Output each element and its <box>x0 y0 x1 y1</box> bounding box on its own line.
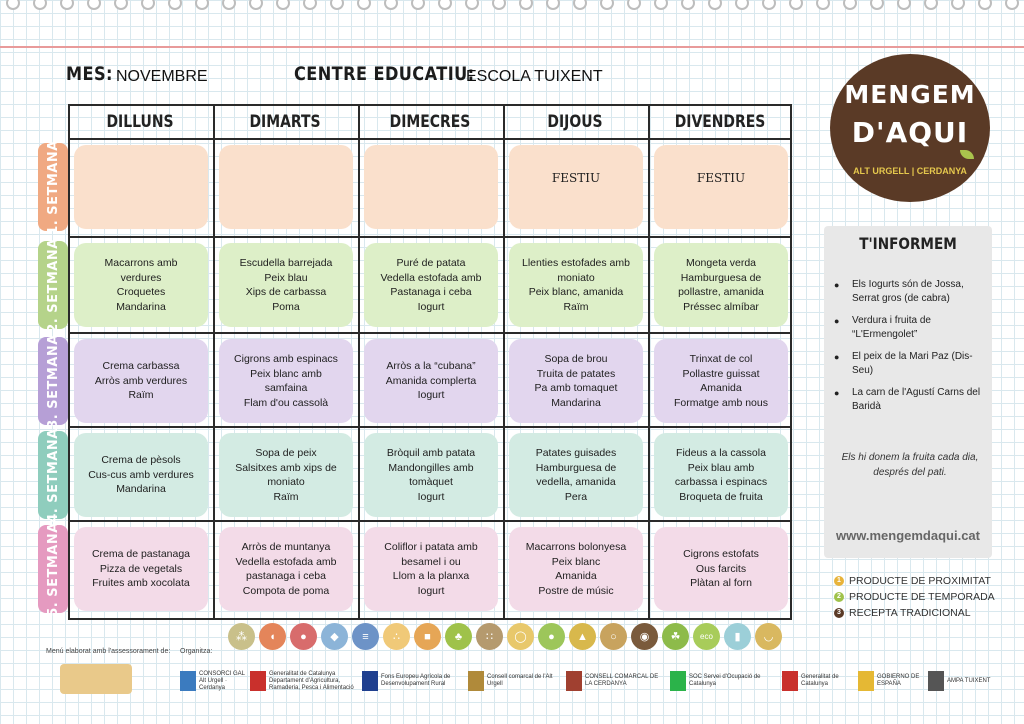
dish-line: Crema carbassa <box>102 360 180 373</box>
info-item: ● La carn de l'Agustí Carns del Baridà <box>834 386 988 414</box>
info-list <box>834 278 988 422</box>
egg-icon: ◯ <box>507 623 534 650</box>
dish-line: moniato <box>557 271 595 284</box>
menu-cell <box>654 433 788 517</box>
sponsor-text: AMPA TUIXENT <box>947 677 991 684</box>
spiral-ring <box>60 0 74 10</box>
eco-icon: eco <box>693 623 720 650</box>
dish-line: FESTIU <box>551 170 601 185</box>
dish-line: Hamburguesa de <box>535 461 617 474</box>
dish-line: Formatge amb nous <box>674 396 768 409</box>
dish-line: Bròquil amb patata <box>386 447 476 459</box>
dish-line: Cigrons amb espinacs <box>234 353 338 365</box>
bowl-icon: ◡ <box>755 623 782 650</box>
menu-cell <box>364 433 498 517</box>
menu-cell <box>74 433 208 517</box>
menu-cell <box>654 243 788 327</box>
spiral-ring <box>789 0 803 10</box>
spiral-ring <box>897 0 911 10</box>
chicken-leg-icon: ◖ <box>259 623 286 650</box>
week-label-text: 4. SETMANA <box>45 427 61 523</box>
cheese-icon: ▲ <box>569 623 596 650</box>
fish-icon: ◆ <box>321 623 348 650</box>
menu-cell <box>364 527 498 611</box>
rice-icon: ∴ <box>383 623 410 650</box>
dish-line: Croquetes <box>116 286 166 298</box>
dish-line: Sopa de brou <box>544 353 608 365</box>
menu-cell <box>654 527 788 611</box>
dish-line: Flam d'ou cassolà <box>243 396 329 409</box>
spiral-ring <box>465 0 479 10</box>
spiral-ring <box>654 0 668 10</box>
menu-cell <box>509 339 643 423</box>
legend <box>834 573 995 621</box>
dish-line: Arròs amb verdures <box>94 374 188 387</box>
dish-line: Peix blanc amb <box>250 367 322 380</box>
week-label-text: 5. SETMANA <box>45 521 61 617</box>
spiral-ring <box>114 0 128 10</box>
legumes-icon: ∷ <box>476 623 503 650</box>
dish-line: FESTIU <box>696 170 746 185</box>
dish-line: Mongeta verda <box>685 257 757 269</box>
leaf-icon <box>960 150 974 159</box>
dish-line: Macarrons bolonyesa <box>525 541 627 553</box>
menu-cell <box>219 433 353 517</box>
legend-label: PRODUCTE DE PROXIMITAT <box>849 575 991 587</box>
dish-line: Peix blanc, amanida <box>528 286 624 298</box>
menu-cell <box>219 145 353 229</box>
fruit-note: Els hi donem la fruita cada dia, després del pati. <box>841 452 979 478</box>
dish-line: Plàtan al forn <box>690 577 752 590</box>
menu-cell <box>509 527 643 611</box>
dish-line: Macarrons amb <box>104 257 178 269</box>
menu-cell <box>654 145 788 229</box>
dessert-icon: ◉ <box>631 623 658 650</box>
dish-line: Pizza de vegetals <box>99 562 183 575</box>
dish-line: Ous farcits <box>695 562 747 575</box>
grid-hline <box>68 618 792 620</box>
vegetable-icon: ♣ <box>445 623 472 650</box>
sponsor-logo <box>858 668 922 694</box>
margin-line <box>0 46 1024 48</box>
sponsor-logo <box>362 668 462 694</box>
sponsor-mark-icon <box>362 671 378 691</box>
grid-hline <box>68 426 792 428</box>
spiral-ring <box>384 0 398 10</box>
grid-vline <box>68 104 70 620</box>
week-label <box>38 521 68 617</box>
cereal-icon: ⁂ <box>228 623 255 650</box>
menu-cell <box>219 527 353 611</box>
sponsor-mark-icon <box>250 671 266 691</box>
sponsor-text: SOC Servei d'Ocupació de Catalunya <box>689 674 761 687</box>
sponsor-mark-icon <box>928 671 944 691</box>
dish-line: Arròs de muntanya <box>241 541 331 553</box>
dish-line: Crema de pèsols <box>101 454 181 467</box>
legend-dot: 1 <box>834 576 844 586</box>
dish-line: Truita de patates <box>536 367 616 380</box>
menu-cell <box>364 145 498 229</box>
sponsor-text: CONSELL COMARCAL DE LA CERDANYA <box>585 674 659 687</box>
advisor-logo <box>60 664 132 694</box>
dish-line: Mandongilles amb <box>388 461 474 474</box>
dish-line: Cigrons estofats <box>683 548 759 561</box>
grid-vline <box>503 104 505 620</box>
dish-line: Vedella estofada amb <box>235 555 337 568</box>
logo-line2: D'AQUI <box>851 116 969 149</box>
menu-cell <box>654 339 788 423</box>
week-label-text: 2. SETMANA <box>45 237 61 333</box>
spiral-ring <box>249 0 263 10</box>
grid-vline <box>358 104 360 620</box>
dish-line: Salsitxes amb xips de <box>235 461 337 474</box>
spiral-ring <box>843 0 857 10</box>
sponsor-mark-icon <box>670 671 686 691</box>
spiral-ring <box>627 0 641 10</box>
day-header: DILLUNS <box>106 112 174 132</box>
leaf-icon: ☘ <box>662 623 689 650</box>
sponsor-logo <box>670 668 774 694</box>
grid-vline <box>213 104 215 620</box>
week-label <box>38 139 68 235</box>
menu-cell <box>364 243 498 327</box>
spiral-ring <box>708 0 722 10</box>
dish-line: tomàquet <box>409 476 453 488</box>
menu-cell <box>509 243 643 327</box>
dish-line: Mandarina <box>551 396 601 409</box>
month-label: MES: <box>66 63 113 85</box>
spiral-ring <box>87 0 101 10</box>
spiral-ring <box>330 0 344 10</box>
grid-hline <box>68 520 792 522</box>
sponsor-logo <box>468 668 562 694</box>
legend-item <box>834 589 995 605</box>
day-header: DIVENDRES <box>674 112 766 132</box>
dish-line: Xips de carbassa <box>245 286 327 298</box>
spiral-ring <box>870 0 884 10</box>
dish-line: samfaina <box>264 382 308 394</box>
info-panel <box>824 226 992 558</box>
menu-grid <box>68 104 792 620</box>
grid-hline <box>68 236 792 238</box>
spiral-ring <box>6 0 20 10</box>
grid-vline <box>790 104 792 620</box>
legend-label: PRODUCTE DE TEMPORADA <box>849 591 995 603</box>
potato-icon: ○ <box>600 623 627 650</box>
dish-line: Mandarina <box>116 300 166 313</box>
sponsor-text: Generalitat de Catalunya <box>801 674 839 687</box>
dish-line: Préssec almíbar <box>683 300 759 313</box>
sponsor-text: Generalitat de Catalunya Departament d'Agricultura, Ramaderia, Pesca i Alimentació <box>269 670 354 691</box>
spiral-ring <box>276 0 290 10</box>
spiral-ring <box>762 0 776 10</box>
menu-cell <box>219 339 353 423</box>
legend-dot: 2 <box>834 592 844 602</box>
dish-line: Raïm <box>563 300 589 313</box>
menu-cell <box>364 339 498 423</box>
dish-line: verdures <box>120 271 162 284</box>
spiral-ring <box>195 0 209 10</box>
dish-line: Fideus a la cassola <box>676 447 766 459</box>
spiral-ring <box>735 0 749 10</box>
dish-line: Sopa de peix <box>255 447 317 459</box>
dish-line: Amanida <box>700 382 742 394</box>
dish-line: Iogurt <box>417 389 445 402</box>
dish-line: Poma <box>272 300 300 313</box>
sponsor-mark-icon <box>180 671 196 691</box>
sponsor-text: Fons Europeu Agrícola de Desenvolupament Rural <box>381 674 451 687</box>
spiral-ring <box>168 0 182 10</box>
dish-line: Postre de músic <box>538 584 614 597</box>
week-label <box>38 333 68 429</box>
dish-line: carbassa i espinacs <box>674 476 768 488</box>
month-value: NOVEMBRE <box>116 68 208 85</box>
assessorament-text: Menú elaborat amb l'assessorament de: <box>46 648 171 655</box>
week-label-text: 3. SETMANA <box>45 333 61 429</box>
logo-line1: MENGEM <box>844 80 976 109</box>
dish-line: Pollastre guissat <box>682 367 760 380</box>
sponsor-mark-icon <box>782 671 798 691</box>
website-link[interactable]: www.mengemdaqui.cat <box>836 528 980 543</box>
spiral-ring <box>438 0 452 10</box>
dish-line: Pa amb tomaquet <box>534 382 618 394</box>
legend-item <box>834 605 995 621</box>
menu-cell <box>74 339 208 423</box>
legend-item <box>834 573 995 589</box>
spiral-ring <box>222 0 236 10</box>
menu-cell <box>74 145 208 229</box>
sponsor-text: GOBIERNO DE ESPAÑA <box>877 674 920 687</box>
dish-line: Puré de patata <box>396 257 466 269</box>
dish-line: Arròs a la “cubana” <box>386 360 476 373</box>
spiral-ring <box>681 0 695 10</box>
dish-line: Raïm <box>273 490 299 503</box>
spiral-ring <box>1005 0 1019 10</box>
milk-icon: ▮ <box>724 623 751 650</box>
dish-line: Compota de poma <box>242 584 330 597</box>
school-label: CENTRE EDUCATIU: <box>294 63 475 85</box>
spiral-ring <box>546 0 560 10</box>
dish-line: Peix blau amb <box>687 461 755 474</box>
dish-line: Amanida <box>555 570 597 582</box>
spiral-ring <box>141 0 155 10</box>
dish-line: Llom a la planxa <box>392 570 470 582</box>
spiral-ring <box>951 0 965 10</box>
spiral-ring <box>978 0 992 10</box>
spiral-ring <box>816 0 830 10</box>
info-item: ● Verdura i fruita de “L'Ermengolet” <box>834 314 988 342</box>
day-header: DIJOUS <box>547 112 603 132</box>
week-label <box>38 237 68 333</box>
sponsor-logo <box>566 668 664 694</box>
sponsor-text: CONSORCI GAL Alt Urgell · Cerdanya <box>199 670 245 691</box>
dish-line: besamel i ou <box>401 555 461 568</box>
fruit-icon: ● <box>538 623 565 650</box>
spiral-ring <box>357 0 371 10</box>
spiral-ring <box>924 0 938 10</box>
dish-line: Crema de pastanaga <box>91 548 191 561</box>
sponsor-logo <box>782 668 852 694</box>
school-value: ESCOLA TUIXENT <box>466 68 603 85</box>
spiral-ring <box>600 0 614 10</box>
dish-line: Pastanaga i ceba <box>390 286 472 298</box>
sponsor-mark-icon <box>468 671 484 691</box>
dish-line: Llenties estofades amb <box>522 257 630 269</box>
spiral-ring <box>492 0 506 10</box>
dish-line: Amanida complerta <box>385 374 477 387</box>
legend-label: RECEPTA TRADICIONAL <box>849 607 971 619</box>
spiral-ring <box>303 0 317 10</box>
dish-line: Pera <box>564 490 588 503</box>
spiral-ring <box>411 0 425 10</box>
spiral-ring <box>519 0 533 10</box>
sponsor-logo <box>928 668 998 694</box>
info-item: ● Els Iogurts són de Jossa, Serrat gros (de cabra) <box>834 278 988 306</box>
dish-line: Trinxat de col <box>689 353 753 365</box>
sponsor-logo <box>250 668 354 694</box>
grid-hline <box>68 104 792 106</box>
dish-line: Patates guisades <box>535 447 617 459</box>
dish-line: Cus-cus amb verdures <box>88 468 194 481</box>
info-item: ● El peix de la Mari Paz (Dis-Seu) <box>834 350 988 378</box>
sponsor-logo <box>180 668 246 694</box>
sponsor-text: Consell comarcal de l'Alt Urgell <box>487 674 553 687</box>
menu-cell <box>509 145 643 229</box>
menu-cell <box>509 433 643 517</box>
dish-line: Hamburguesa de <box>680 271 762 284</box>
dish-line: Broqueta de fruita <box>679 490 763 503</box>
grid-hline <box>68 332 792 334</box>
dish-line: Mandarina <box>116 483 166 496</box>
dish-line: Raïm <box>128 389 154 402</box>
mengem-daqui-logo <box>830 54 990 202</box>
menu-cell <box>74 243 208 327</box>
bread-icon: ■ <box>414 623 441 650</box>
dish-line: Iogurt <box>417 300 445 313</box>
week-label <box>38 427 68 523</box>
grid-hline <box>68 138 792 140</box>
dish-line: vedella, amanida <box>536 476 616 488</box>
dish-line: pastanaga i ceba <box>246 570 326 582</box>
dish-line: Vedella estofada amb <box>380 271 482 284</box>
info-title: T'INFORMEM <box>859 234 957 253</box>
dish-line: Iogurt <box>417 584 445 597</box>
dish-line: Escudella barrejada <box>239 257 333 269</box>
menu-cell <box>74 527 208 611</box>
day-header: DIMECRES <box>389 112 471 132</box>
dish-line: Peix blau <box>264 271 308 284</box>
sponsor-mark-icon <box>858 671 874 691</box>
organitza-text: Organitza: <box>180 648 213 655</box>
week-label-text: 1. SETMANA <box>45 139 61 235</box>
pasta-icon: ≡ <box>352 623 379 650</box>
dish-line: Coliflor i patata amb <box>384 541 478 553</box>
logo-line3: ALT URGELL | CERDANYA <box>853 166 967 176</box>
dish-line: Iogurt <box>417 490 445 503</box>
spiral-ring <box>573 0 587 10</box>
dish-line: Fruites amb xocolata <box>92 577 190 590</box>
menu-cell <box>219 243 353 327</box>
legend-dot: 3 <box>834 608 844 618</box>
dish-line: moniato <box>267 476 305 488</box>
spiral-ring <box>33 0 47 10</box>
dish-line: Peix blanc <box>551 555 601 568</box>
notebook-spiral <box>0 0 1024 16</box>
sponsor-mark-icon <box>566 671 582 691</box>
grid-vline <box>648 104 650 620</box>
dish-line: pollastre, amanida <box>678 286 764 298</box>
meat-icon: ● <box>290 623 317 650</box>
day-header: DIMARTS <box>249 112 321 132</box>
